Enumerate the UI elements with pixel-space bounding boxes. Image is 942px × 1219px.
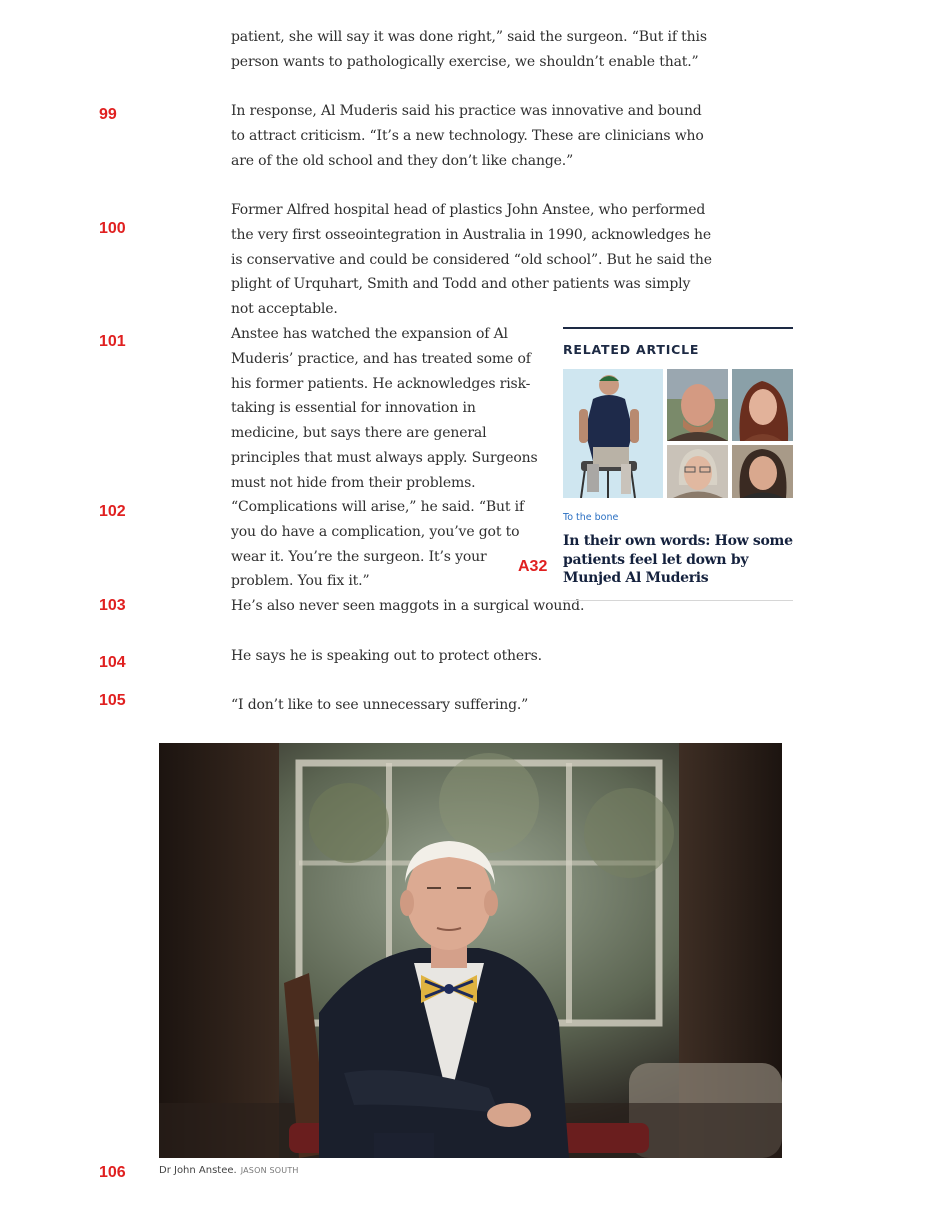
portrait-tile: [732, 445, 793, 498]
article-paragraph: “I don’t like to see unnecessary suffering.”: [231, 697, 529, 713]
article-paragraph: Anstee has watched the expansion of Al Muderis’ practice, and has treated some of his former patients. He acknowledges risk-taking is essential for innovation in medicine, but says there are general principles that must always apply. Surgeons must not hide from their problems.: [231, 326, 538, 491]
portrait-tile: [667, 369, 728, 441]
paragraph-number: 106: [99, 1164, 126, 1181]
related-article-kicker[interactable]: To the bone: [563, 512, 619, 523]
article-paragraph: patient, she will say it was done right,” said the surgeon. “But if this person wants to pathologically exercise, we shouldn’t enable that.”: [231, 29, 707, 70]
paragraph-number: 99: [99, 106, 117, 123]
photo-credit: JASON SOUTH: [240, 1166, 299, 1175]
caption-text: Dr John Anstee.: [159, 1165, 237, 1176]
related-article-image[interactable]: [563, 369, 793, 498]
article-paragraph: He’s also never seen maggots in a surgical wound.: [231, 598, 585, 614]
paragraph-number: 100: [99, 220, 126, 237]
paragraph-number: 102: [99, 503, 126, 520]
portrait-tile: [563, 369, 663, 498]
page-marker: A32: [518, 558, 548, 575]
article-photo: [159, 743, 782, 1158]
paragraph-number: 104: [99, 654, 126, 671]
portrait-tile: [732, 369, 793, 441]
related-article-title[interactable]: In their own words: How some patients feel let down by Munjed Al Muderis: [563, 533, 793, 586]
related-article[interactable]: [563, 327, 793, 601]
divider: [563, 600, 793, 601]
photo-caption: [159, 1165, 299, 1176]
article-paragraph: In response, Al Muderis said his practice was innovative and bound to attract criticism. “It’s a new technology. These are clinicians who are of the old school and they don’t like change.”: [231, 103, 704, 169]
article-paragraph: Former Alfred hospital head of plastics John Anstee, who performed the very first osseointegration in Australia in 1990, acknowledges he is conservative and could be considered “old school”. But he said the plight of Urquhart, Smith and Todd and other patients was simply not acceptable.: [231, 202, 712, 318]
related-article-label: RELATED ARTICLE: [563, 342, 700, 357]
paragraph-number: 101: [99, 333, 126, 350]
article-paragraph: He says he is speaking out to protect others.: [231, 648, 542, 664]
paragraph-number: 105: [99, 692, 126, 709]
portrait-tile: [667, 445, 728, 498]
article-paragraph: “Complications will arise,” he said. “But if you do have a complication, you’ve got to wear it. You’re the surgeon. It’s your problem. You fix it.”: [231, 499, 524, 590]
paragraph-number: 103: [99, 597, 126, 614]
